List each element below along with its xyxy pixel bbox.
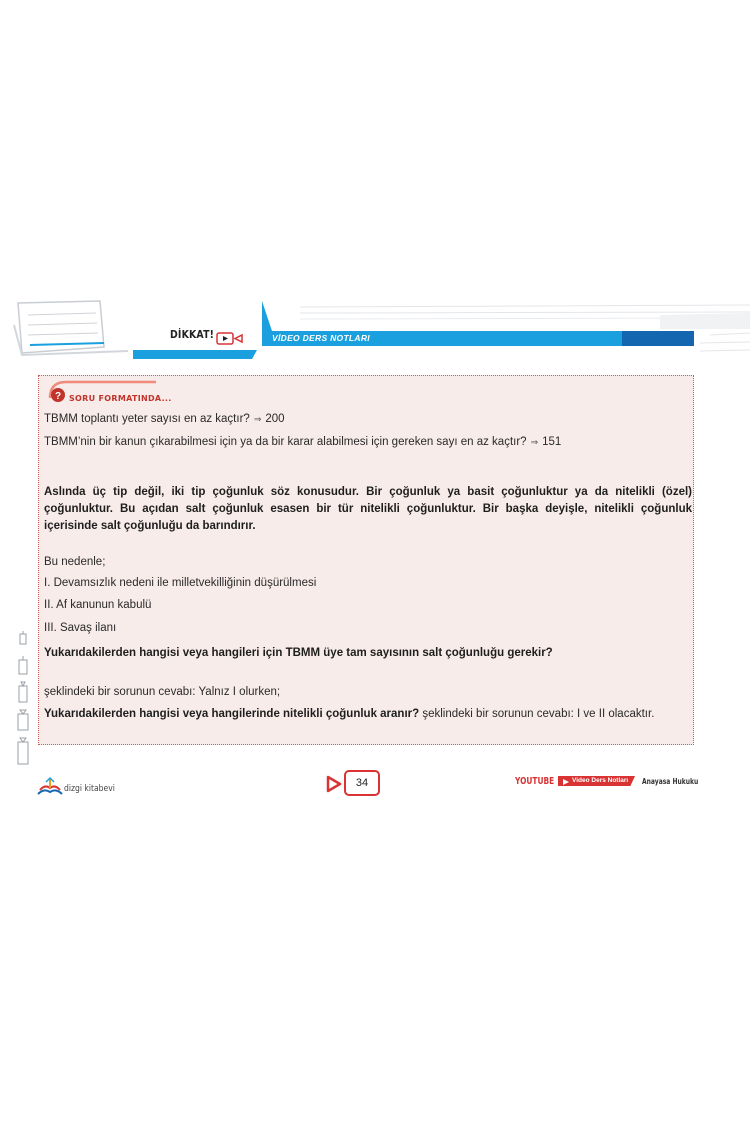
header-bar-dark-segment [622, 331, 694, 346]
pencil-icon [16, 630, 30, 766]
list-item: II. Af kanunun kabulü [44, 599, 152, 611]
header-underline-stripe [133, 350, 257, 359]
question-1-text: TBMM toplantı yeter sayısı en az kaçtır? [44, 413, 250, 425]
answer-1: şeklindeki bir sorunun cevabı: Yalnız I olurken; [44, 686, 281, 698]
question-2 [44, 436, 694, 448]
video-icon [216, 332, 244, 345]
play-icon [325, 775, 343, 793]
arrow-icon: ⇒ [530, 437, 539, 447]
svg-text:?: ? [54, 391, 62, 402]
header-title: DİKKAT! [170, 328, 215, 341]
book-logo-icon [36, 776, 64, 798]
question-bold: Yukarıdakilerden hangisi veya hangileri için TBMM üye tam sayısının salt çoğunluğu gerekir? [44, 647, 553, 659]
subject-label: Anayasa Hukuku [642, 777, 699, 786]
question-1 [44, 413, 694, 425]
logo-text: dizgi kitabevi [64, 784, 115, 794]
youtube-label: YOUTUBE [515, 776, 555, 787]
list-item: III. Savaş ilanı [44, 622, 117, 634]
question-2-text: TBMM’nin bir kanun çıkarabilmesi için ya da bir karar alabilmesi için gereken sayı en az kaçtır? [44, 436, 527, 448]
intro-text: Bu nedenle; [44, 556, 106, 568]
answer-2: şeklindeki bir sorunun cevabı: I ve II olacaktır. [419, 708, 655, 720]
video-tag-label: Video Ders Notları [572, 777, 629, 784]
question-2-answer: 151 [542, 436, 562, 448]
play-icon [562, 778, 570, 786]
bold-paragraph: Aslında üç tip değil, iki tip çoğunluk söz konusudur. Bir çoğunluk ya basit çoğunluktur ya da nitelikli (özel) çoğunluktur. Bu açıdan salt çoğunluk esasen bir tür nitelikli çoğunluktur. Bir başka deyişle, nitelikli çoğunluk içerisinde salt çoğunluğu da barındırır. [44, 486, 692, 532]
question-2-bold: Yukarıdakilerden hangisi veya hangilerinde nitelikli çoğunluk aranır? [44, 708, 420, 720]
question-1-answer: 200 [265, 413, 285, 425]
page-number: 34 [344, 770, 380, 796]
header-bar-label: VİDEO DERS NOTLARI [272, 333, 370, 343]
list-item: I. Devamsızlık nedeni ile milletvekilliğinin düşürülmesi [44, 577, 317, 589]
question-2-line [44, 708, 694, 720]
arrow-icon: ⇒ [253, 414, 262, 424]
soru-formatinda-label: SORU FORMATINDA... [69, 394, 172, 403]
